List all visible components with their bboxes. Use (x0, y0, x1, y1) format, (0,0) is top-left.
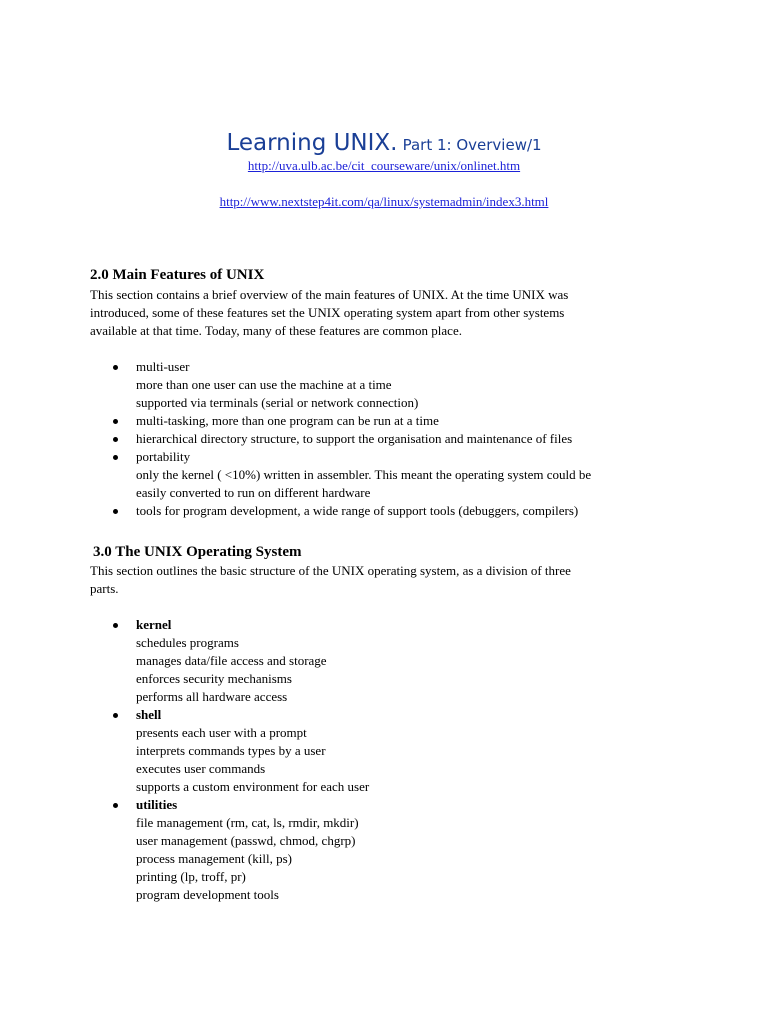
features-list (110, 358, 710, 520)
item-line: tools for program development, a wide range of support tools (debuggers, compilers) (136, 503, 579, 518)
list-item (110, 358, 710, 412)
title-sub: Part 1: Overview/1 (402, 136, 542, 154)
intro-line: introduced, some of these features set the UNIX operating system apart from other systems (90, 305, 565, 320)
intro-line: parts. (90, 581, 119, 596)
item-line: easily converted to run on different hardware (136, 485, 371, 500)
item-line: supported via terminals (serial or network connection) (136, 395, 419, 410)
link-row-2 (0, 193, 768, 211)
item-line: multi-tasking, more than one program can be run at a time (136, 413, 439, 428)
bullet-icon (113, 455, 118, 460)
section-2-intro (90, 286, 690, 340)
item-line: executes user commands (136, 761, 266, 776)
item-line: more than one user can use the machine at a time (136, 377, 392, 392)
title-line (0, 128, 768, 160)
intro-line: This section contains a brief overview of the main features of UNIX. At the time UNIX was (90, 287, 569, 302)
section-3-intro (90, 562, 690, 598)
list-item (110, 448, 710, 502)
bullet-icon (113, 419, 118, 424)
item-line: only the kernel ( <10%) written in assembler. This meant the operating system could be (136, 467, 592, 482)
document-title (0, 128, 768, 160)
list-item-shell (110, 706, 710, 796)
item-label: utilities (136, 797, 178, 812)
item-line: presents each user with a prompt (136, 725, 307, 740)
list-item-utilities (110, 796, 710, 904)
reference-link-1[interactable]: http://uva.ulb.ac.be/cit_courseware/unix/onlinet.htm (247, 158, 521, 173)
item-line: performs all hardware access (136, 689, 288, 704)
link-row-1 (0, 157, 768, 175)
item-line: process management (kill, ps) (136, 851, 292, 866)
title-main: Learning UNIX. (226, 130, 398, 156)
bullet-icon (113, 623, 118, 628)
item-line: enforces security mechanisms (136, 671, 292, 686)
list-item-kernel (110, 616, 710, 706)
bullet-icon (113, 365, 118, 370)
item-line: file management (rm, cat, ls, rmdir, mkdir) (136, 815, 359, 830)
item-line: interprets commands types by a user (136, 743, 326, 758)
intro-line: available at that time. Today, many of these features are common place. (90, 323, 462, 338)
item-line: printing (lp, troff, pr) (136, 869, 246, 884)
bullet-icon (113, 713, 118, 718)
item-line: portability (136, 449, 191, 464)
reference-link-2[interactable]: http://www.nextstep4it.com/qa/linux/systemadmin/index3.html (219, 194, 549, 209)
item-line: schedules programs (136, 635, 239, 650)
item-line: supports a custom environment for each user (136, 779, 370, 794)
list-item (110, 502, 710, 520)
item-label: kernel (136, 617, 172, 632)
item-line: manages data/file access and storage (136, 653, 327, 668)
item-label: shell (136, 707, 162, 722)
section-3-heading: 3.0 The UNIX Operating System (93, 544, 302, 560)
list-item (110, 430, 710, 448)
section-2-heading: 2.0 Main Features of UNIX (90, 267, 265, 283)
item-line: user management (passwd, chmod, chgrp) (136, 833, 356, 848)
os-parts-list (110, 616, 710, 904)
bullet-icon (113, 437, 118, 442)
bullet-icon (113, 803, 118, 808)
bullet-icon (113, 509, 118, 514)
intro-line: This section outlines the basic structure of the UNIX operating system, as a division of three (90, 563, 571, 578)
item-line: multi-user (136, 359, 190, 374)
item-line: hierarchical directory structure, to support the organisation and maintenance of files (136, 431, 573, 446)
list-item (110, 412, 710, 430)
item-line: program development tools (136, 887, 279, 902)
